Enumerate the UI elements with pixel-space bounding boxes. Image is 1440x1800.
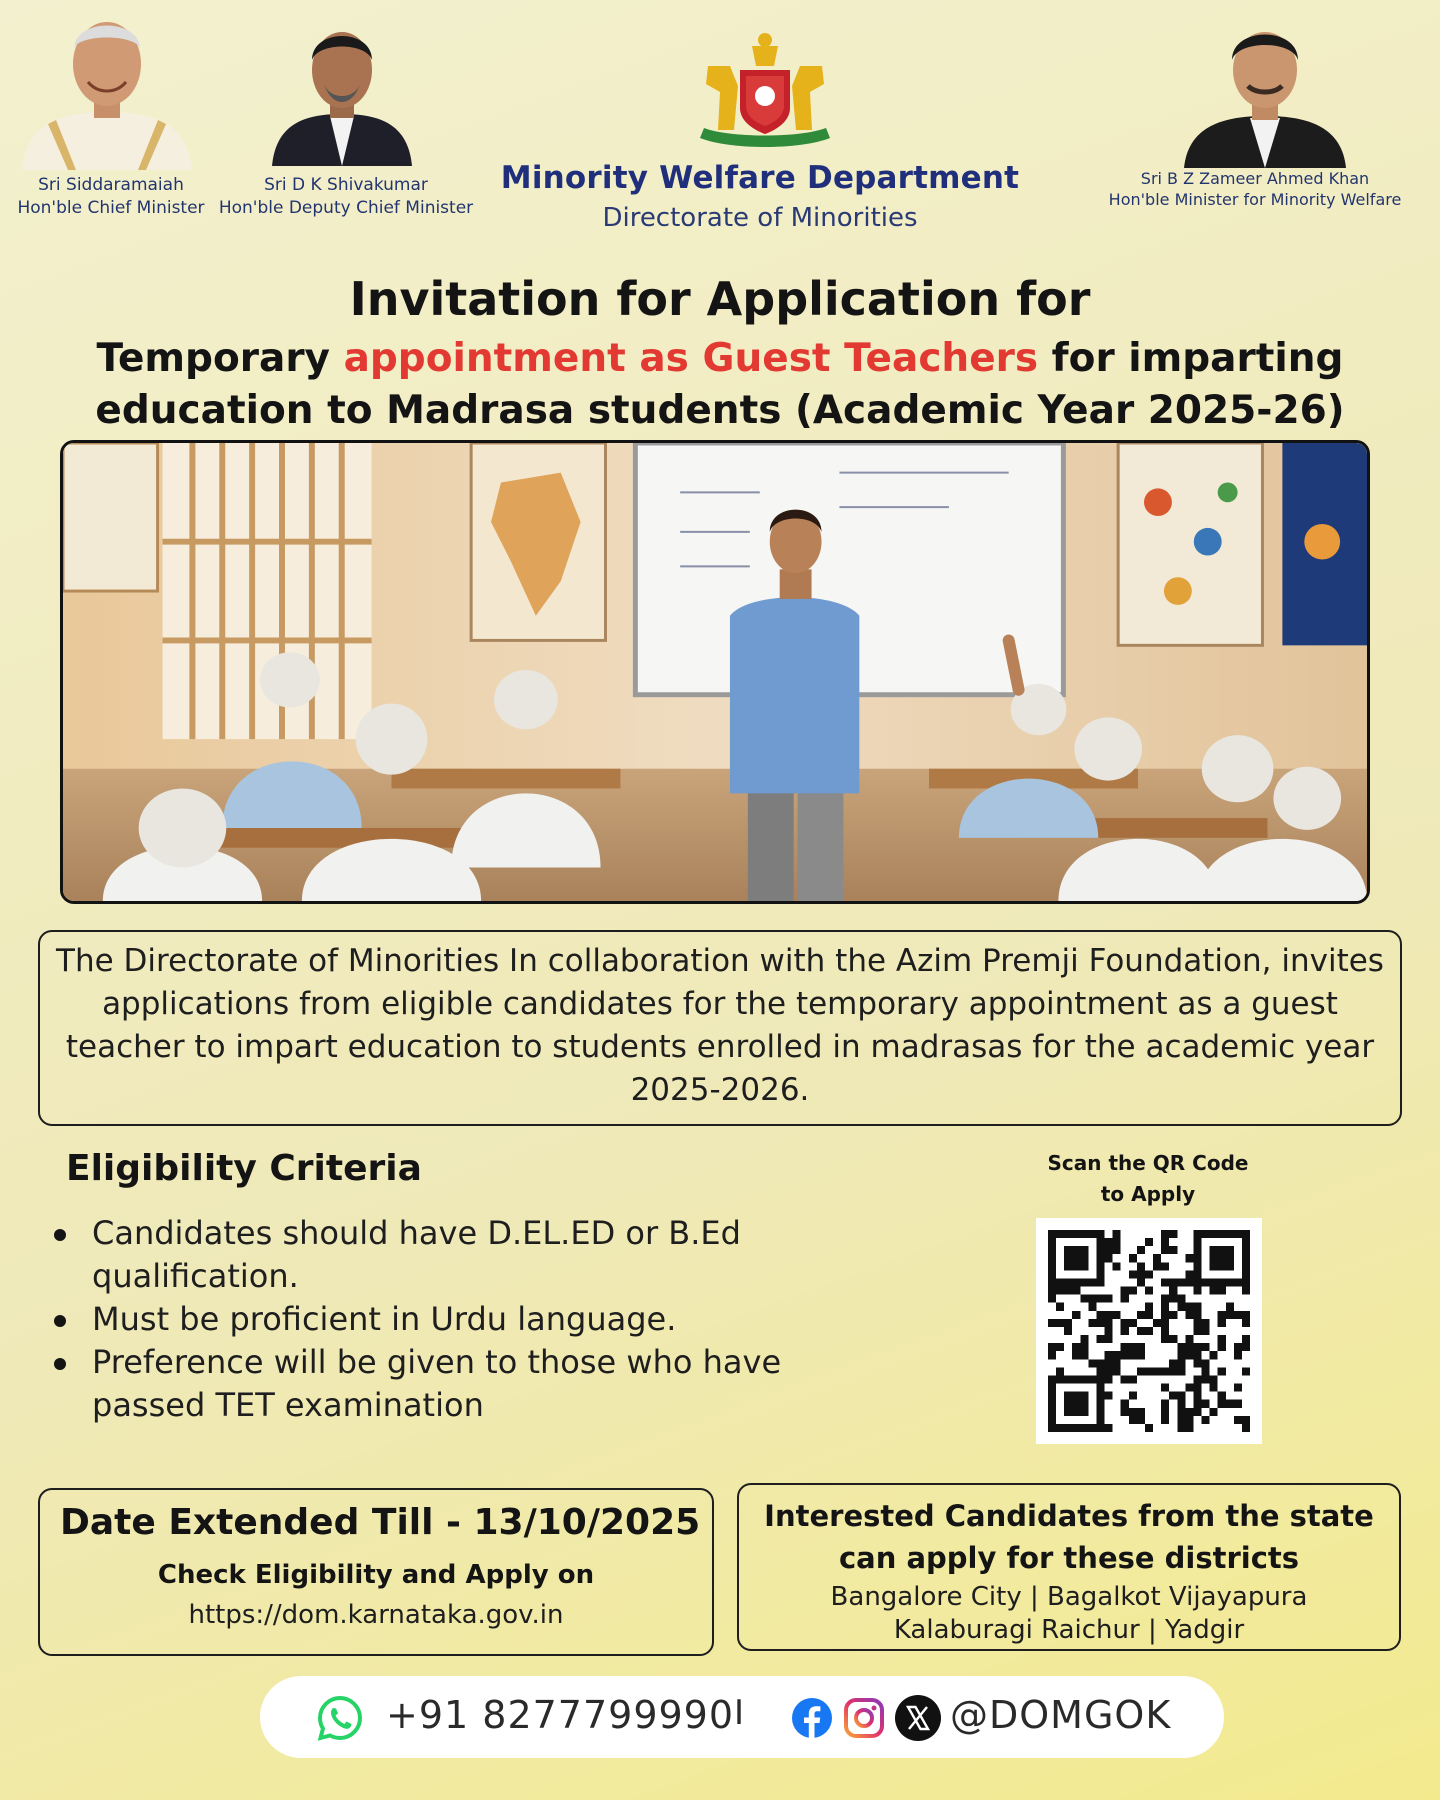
- title-prefix: Temporary: [96, 336, 344, 381]
- directorate-subtitle: Directorate of Minorities: [602, 203, 918, 233]
- portrait-deputy-chief-minister: [268, 20, 416, 166]
- districts-box: [737, 1483, 1401, 1651]
- deputy-chief-minister-name: Sri D K Shivakumar: [264, 175, 428, 195]
- appointment-title: [40, 333, 1400, 437]
- intro-box: [38, 930, 1402, 1126]
- social-handle[interactable]: @DOMGOK: [950, 1693, 1172, 1737]
- qr-code-icon: [1048, 1230, 1250, 1432]
- emblem-icon: [690, 26, 840, 156]
- bullet-icon: [54, 1229, 66, 1241]
- qr-caption-line-1: Scan the QR Code: [1047, 1151, 1249, 1175]
- intro-text: The Directorate of Minorities In collaboration with the Azim Premji Foundation, invites applications from eligible candidates for the temporary appointment as a guest teacher to impart education to students enrolled in madrasas for the academic year 2025-2026.: [56, 943, 1384, 1108]
- eligibility-item: [52, 1298, 852, 1341]
- x-icon[interactable]: [894, 1694, 942, 1742]
- facebook-icon[interactable]: [790, 1696, 834, 1740]
- title-suffix: for imparting: [1038, 336, 1344, 381]
- deputy-chief-minister-role: Hon'ble Deputy Chief Minister: [218, 198, 474, 218]
- chief-minister-role: Hon'ble Chief Minister: [17, 198, 205, 218]
- districts-line-2: Kalaburagi Raichur | Yadgir: [893, 1615, 1245, 1645]
- eligibility-item-text: Must be proficient in Urdu language.: [92, 1300, 677, 1338]
- bullet-icon: [54, 1358, 66, 1370]
- qr-caption: [1018, 1148, 1278, 1210]
- qr-caption-line-2: to Apply: [1100, 1182, 1196, 1206]
- classroom-illustration: [60, 440, 1370, 904]
- invitation-title: Invitation for Application for: [349, 272, 1091, 326]
- portrait-minority-welfare-minister: [1180, 20, 1350, 168]
- phone-number[interactable]: +91 8277799990: [386, 1693, 735, 1737]
- appointment-title-line-1: [40, 333, 1400, 385]
- qr-code[interactable]: [1036, 1218, 1262, 1444]
- whatsapp-icon[interactable]: [316, 1694, 364, 1742]
- eligibility-item: [52, 1341, 852, 1427]
- minority-welfare-minister-name: Sri B Z Zameer Ahmed Khan: [1140, 169, 1370, 188]
- deadline-title: Date Extended Till - 13/10/2025: [60, 1502, 701, 1543]
- classroom-scene: [63, 443, 1367, 901]
- minority-welfare-minister-role: Hon'ble Minister for Minority Welfare: [1108, 190, 1402, 209]
- instagram-icon[interactable]: [842, 1696, 886, 1740]
- minority-welfare-minister-caption: [1090, 168, 1420, 210]
- title-highlight: appointment as Guest Teachers: [343, 336, 1039, 381]
- eligibility-item: [52, 1212, 792, 1298]
- eligibility-item-text: Candidates should have D.EL.ED or B.Ed qualification.: [92, 1214, 741, 1295]
- districts-title-line-2: can apply for these districts: [838, 1541, 1300, 1575]
- bullet-icon: [54, 1315, 66, 1327]
- portrait-chief-minister-image: [16, 8, 198, 170]
- chief-minister-caption: [0, 174, 222, 220]
- districts-line-1: Bangalore City | Bagalkot Vijayapura: [830, 1582, 1308, 1612]
- eligibility-list: [52, 1212, 852, 1427]
- portrait-minority-welfare-minister-image: [1180, 20, 1350, 168]
- karnataka-emblem: [690, 26, 840, 156]
- apply-link[interactable]: https://dom.karnataka.gov.in: [188, 1600, 564, 1630]
- deputy-chief-minister-caption: [216, 174, 476, 220]
- contact-bar: [260, 1676, 1224, 1758]
- eligibility-heading: Eligibility Criteria: [66, 1148, 422, 1189]
- deadline-box: [38, 1488, 714, 1656]
- districts-list: [739, 1581, 1399, 1647]
- contact-divider: I: [734, 1693, 745, 1733]
- department-title: Minority Welfare Department: [500, 160, 1020, 196]
- eligibility-item-text: Preference will be given to those who have passed TET examination: [92, 1343, 782, 1424]
- districts-title-line-1: Interested Candidates from the state: [764, 1499, 1374, 1533]
- districts-title: [739, 1495, 1399, 1579]
- chief-minister-name: Sri Siddaramaiah: [38, 175, 184, 195]
- appointment-title-line-2: education to Madrasa students (Academic Year 2025-26): [95, 388, 1345, 433]
- deadline-subtitle: Check Eligibility and Apply on: [157, 1560, 595, 1590]
- portrait-chief-minister: [16, 8, 198, 170]
- portrait-deputy-chief-minister-image: [268, 20, 416, 166]
